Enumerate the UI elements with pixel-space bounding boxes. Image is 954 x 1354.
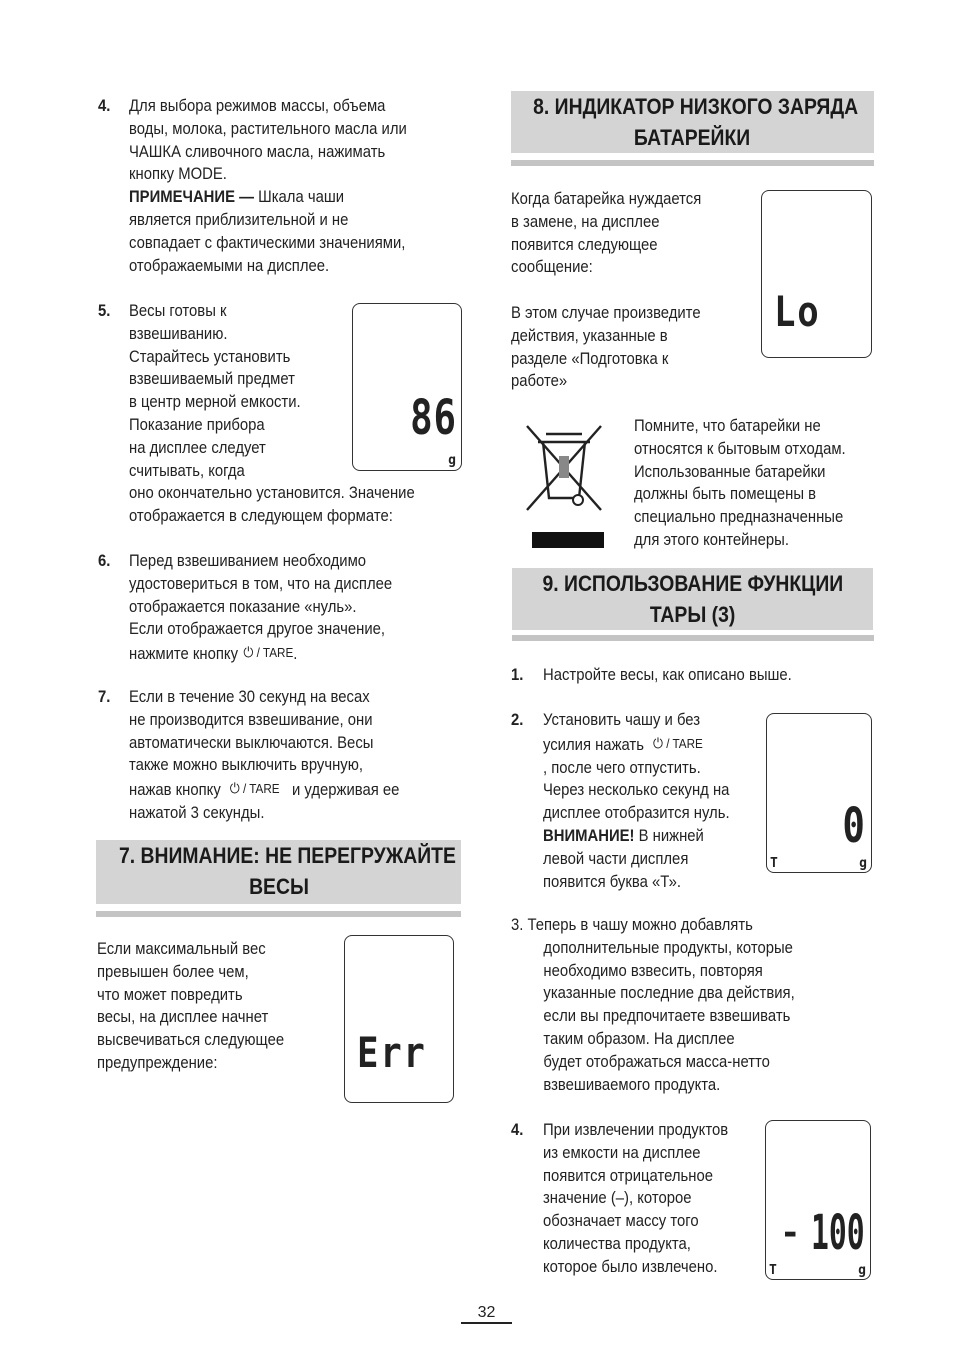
text-line: действия, указанные в <box>511 326 668 345</box>
text-line: также можно выключить вручную, <box>129 756 363 775</box>
section-8-text-2 <box>511 302 701 393</box>
text-line: значение (–), которое <box>543 1189 692 1208</box>
lcd-display-err <box>344 935 454 1103</box>
text-line: не производится взвешивание, они <box>129 710 373 729</box>
text-line: в замене, на дисплее <box>511 212 660 231</box>
text-line: разделе «Подготовка к <box>511 349 669 368</box>
text-line: Если отображается другое значение, <box>129 620 386 639</box>
text-line: Старайтесь установить <box>129 347 291 366</box>
text-line: Использованные батарейки <box>634 462 826 481</box>
item-7-number: 7. <box>98 688 111 706</box>
text-line: Если в течение 30 секунд на весах <box>129 688 370 706</box>
text-line: и удерживая ее <box>292 781 400 800</box>
text-line: совпадает с фактическими значениями, <box>129 233 406 252</box>
lcd-unit: g <box>858 1263 866 1278</box>
text-line: дополнительные продукты, которые <box>543 938 793 957</box>
text-line: высвечиваться следующее <box>97 1031 285 1050</box>
text-line: отображаемыми на дисплее. <box>129 256 330 275</box>
text-line: из емкости на дисплее <box>543 1143 701 1162</box>
text-line: которое было извлечено. <box>543 1257 718 1276</box>
text-line-with-button <box>129 777 399 802</box>
lcd-unit: g <box>448 453 456 468</box>
text-line: В этом случае произведите <box>511 304 701 322</box>
text-line: Перед взвешиванием необходимо <box>129 552 367 570</box>
text-line: левой части дисплея <box>543 849 689 868</box>
text-line: превышен более чем, <box>97 962 249 981</box>
text-line: считывать, когда <box>129 461 245 480</box>
text-line: работе» <box>511 372 568 391</box>
text-line: указанные последние два действия, <box>543 984 795 1003</box>
power-icon: ⏻ <box>243 644 254 661</box>
section-7-heading <box>96 840 461 904</box>
text-line: взвешиваемый предмет <box>129 370 295 389</box>
text-line: , после чего отпустить. <box>543 758 701 777</box>
lcd-unit: g <box>859 856 867 871</box>
warning-text: В нижней <box>634 826 704 845</box>
crossed-out-bin-icon <box>522 420 606 550</box>
text-line: появится буква «Т». <box>543 872 682 891</box>
text-line: для этого контейнеры. <box>634 530 789 549</box>
text-line: будет отображаться масса-нетто <box>543 1052 770 1071</box>
text-line: Весы готовы к <box>129 302 227 320</box>
tare-button-symbol <box>653 732 703 756</box>
text-line: отображается в следующем формате: <box>129 507 393 526</box>
section-divider <box>511 160 874 166</box>
section-7-text <box>97 938 284 1075</box>
text-line: необходимо взвесить, повторяя <box>543 961 763 980</box>
text-line: что может повредить <box>97 985 243 1004</box>
text-line: если вы предпочитаете взвешивать <box>543 1007 791 1026</box>
tare-label: / TARE <box>256 645 294 661</box>
item-6-number: 6. <box>98 552 111 570</box>
text-line: воды, молока, растительного масла или <box>129 119 407 138</box>
item-7-text <box>129 686 399 825</box>
heading-line: 9. ИСПОЛЬЗОВАНИЕ ФУНКЦИИ <box>542 571 843 596</box>
item-4-number: 4. <box>98 97 111 115</box>
step-3-text <box>511 914 795 1096</box>
step-4-number: 4. <box>511 1121 524 1139</box>
section-divider <box>96 911 461 917</box>
text-line: усилия нажать <box>543 735 644 754</box>
text-line: удостовериться в том, что на дисплее <box>129 574 393 593</box>
tare-label: / TARE <box>242 781 280 797</box>
item-5-number: 5. <box>98 302 111 320</box>
text-line: появится отрицательное <box>543 1166 714 1185</box>
lcd-display-86 <box>352 303 462 471</box>
note-line <box>129 186 407 209</box>
text-line: взвешиванию. <box>129 324 228 343</box>
warning-label: ВНИМАНИЕ! <box>543 826 635 845</box>
text-line: предупреждение: <box>97 1053 218 1072</box>
text-line: Через несколько секунд на <box>543 781 730 800</box>
text-line: относятся к бытовым отходам. <box>634 439 846 458</box>
text-line: весы, на дисплее начнет <box>97 1008 269 1027</box>
page-number: 32 <box>477 1304 496 1321</box>
item-4-text <box>129 95 407 277</box>
page-number-rule <box>461 1322 512 1324</box>
lcd-value: Err <box>357 1028 427 1077</box>
heading-line: ВЕСЫ <box>248 874 309 899</box>
text-line: нажатой 3 секунды. <box>129 803 265 822</box>
text-line: Установить чашу и без <box>543 711 701 729</box>
tare-button-symbol <box>243 641 293 665</box>
heading-line: БАТАРЕЙКИ <box>634 125 751 150</box>
recycle-note <box>634 415 846 552</box>
text-line: кнопку MODE. <box>129 165 227 184</box>
text-line: автоматически выключаются. Весы <box>129 733 374 752</box>
tare-label: / TARE <box>666 735 703 751</box>
note-label: ПРИМЕЧАНИЕ — <box>129 188 254 207</box>
lcd-tare-indicator: T <box>770 856 778 871</box>
text-line: нажав кнопку <box>129 781 221 800</box>
text-line: является приблизительной и не <box>129 210 349 229</box>
text-line-with-button <box>129 641 392 666</box>
section-8-heading <box>511 91 874 153</box>
text-line: в центр мерной емкости. <box>129 393 301 412</box>
lcd-display-zero <box>766 713 872 873</box>
power-icon: ⏻ <box>652 734 663 751</box>
text-line: оно окончательно установится. Значение <box>129 484 415 503</box>
text-line: на дисплее следует <box>129 438 266 457</box>
text-line: специально предназначенные <box>634 508 844 527</box>
step-1-text: Настройте весы, как описано выше. <box>543 666 792 684</box>
section-8-text-1 <box>511 188 701 279</box>
note-text: Шкала чаши <box>253 188 345 207</box>
lcd-value: 100 <box>811 1205 865 1261</box>
text-line: отображается показание «нуль». <box>129 597 357 616</box>
text-line: должны быть помещены в <box>634 485 817 504</box>
text-line: Если максимальный вес <box>97 940 266 958</box>
lcd-value: 0 <box>842 798 865 854</box>
step-4-text <box>543 1119 728 1279</box>
text-line: Помните, что батарейки не <box>634 417 821 435</box>
text-line: таким образом. На дисплее <box>543 1029 735 1048</box>
power-icon: ⏻ <box>229 780 240 797</box>
heading-line: 8. ИНДИКАТОР НИЗКОГО ЗАРЯДА <box>533 94 859 119</box>
text-line: взвешиваемого продукта. <box>543 1075 721 1094</box>
step-1-number: 1. <box>511 666 524 684</box>
lcd-value: 86 <box>410 390 457 446</box>
text-line-with-button <box>543 732 730 757</box>
text-line: ЧАШКА сливочного масла, нажимать <box>129 142 386 161</box>
text-line: дисплее отобразится нуль. <box>543 804 730 823</box>
lcd-minus-sign: - <box>780 1213 801 1253</box>
text-line: 3. Теперь в чашу можно добавлять <box>511 916 753 934</box>
heading-line: 7. ВНИМАНИЕ: НЕ ПЕРЕГРУЖАЙТЕ <box>118 843 456 868</box>
step-3-continued <box>511 937 795 1097</box>
section-9-heading <box>512 568 873 630</box>
lcd-display-minus-100 <box>765 1120 871 1280</box>
warning-line <box>543 825 730 848</box>
text-line: обозначает массу того <box>543 1212 699 1231</box>
lcd-tare-indicator: T <box>769 1263 777 1278</box>
text-line: При извлечении продуктов <box>543 1121 729 1139</box>
text-line: сообщение: <box>511 258 593 277</box>
step-2-number: 2. <box>511 711 524 729</box>
step-2-text <box>543 709 730 893</box>
text-line: появится следующее <box>511 235 658 254</box>
heading-line: ТАРЫ (3) <box>649 602 736 627</box>
text-line: Когда батарейка нуждается <box>511 190 702 208</box>
lcd-display-lo <box>761 190 872 358</box>
lcd-value: Lo <box>774 287 821 336</box>
text-line: Для выбора режимов массы, объема <box>129 97 386 115</box>
text-end: . <box>293 645 298 664</box>
text-line: нажмите кнопку <box>129 645 239 664</box>
text-line: Показание прибора <box>129 415 265 434</box>
item-6-text <box>129 550 392 666</box>
text-line: количества продукта, <box>543 1234 691 1253</box>
tare-button-symbol <box>230 777 280 801</box>
section-divider <box>512 635 874 641</box>
